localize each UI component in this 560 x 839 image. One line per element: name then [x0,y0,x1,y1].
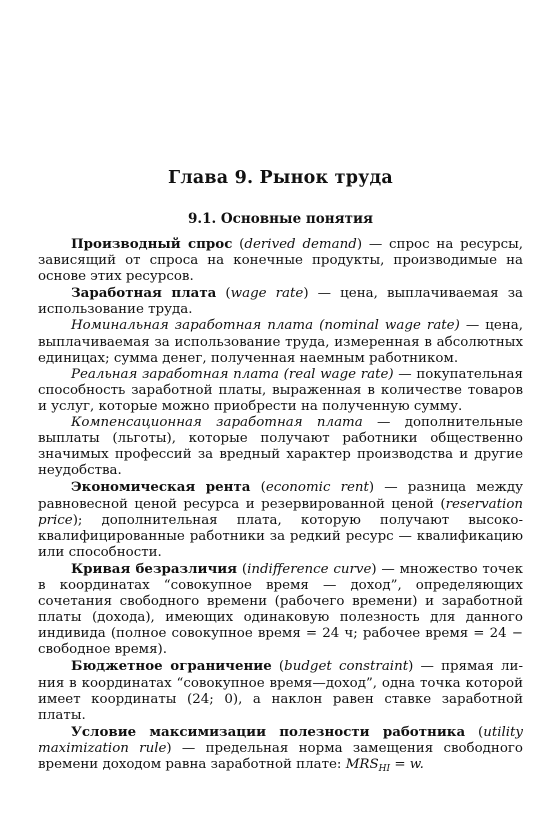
english-term: economic rent [265,480,369,496]
definition: — множество точек в координатах “совокупное время — доход”, определяющих сочетания свободного времени (рабочего времени) и заработной платы (дохода), имеющих одинаковую полезность для данного индивида (полное совокупное время = 24 ч; рабочее время = 24 − свободное время). [38,561,524,658]
definition: — прямая линия в координатах “совокупное время—доход”, одна точка которой имеет координаты (24; 0), а наклон равен ставке заработной платы. [38,659,523,723]
paragraph-compensation-wage [38,415,523,479]
term: Экономическая рента [71,479,251,496]
paragraph-utility-maximization [38,724,523,777]
paragraph-real-wage [38,367,523,415]
term: Бюджетное ограничение [71,658,272,675]
body-text [38,236,523,777]
definition: — спрос на ресурсы, зависящий от спроса на конечные продукты, производимые на основе этих ресурсов. [38,237,523,285]
term: Кривая безразличия [71,560,238,577]
paragraph-nominal-wage [38,318,523,366]
paragraph-derived-demand [38,236,523,285]
paren-open: ( [237,561,248,577]
english-term: budget constraint [284,659,409,675]
paren-open: ( [465,724,484,740]
term: Условие максимизации полезности работника [71,723,466,740]
english-term-2: reservation price [38,496,523,528]
formula-rest: = w. [390,757,424,772]
definition: — предельная норма замещения свободного времени доходом равна заработной плате: [38,740,523,772]
paren-close: ) [368,480,375,496]
paren-open: ( [232,237,245,252]
chapter-title: Глава 9. Рынок труда [168,168,393,188]
paragraph-wage-rate [38,285,523,318]
formula-mrs: MRS [345,757,379,772]
paragraph-economic-rent [38,479,523,560]
formula-subscript: HI [378,764,391,774]
definition: — разница между равновесной ценой ресурса и резервированной ценой ( [38,480,523,512]
english-term: derived demand [244,237,357,252]
definition: — покупательная способность заработной платы, выраженная в количестве товаров и услуг, которые можно приобрести на полученную сумму. [38,366,523,414]
paragraph-indifference-curve [38,561,523,659]
paren-open: ( [216,286,231,302]
term: Заработная плата [71,285,217,302]
paren-close: ) [408,659,414,675]
paren-close: ) [371,561,377,577]
term-italic: Номинальная заработная плата (nominal wage rate) [71,318,460,334]
paren-close: ) [166,740,172,756]
term: Производный спрос [71,236,233,252]
english-term: wage rate [230,286,304,302]
definition: — цена, выплачиваемая за использование труда. [38,286,524,318]
english-term: indifference curve [247,561,372,577]
term-italic: Компенсационная заработная плата [71,415,363,431]
paren-open: ( [250,480,266,496]
definition-2: ); дополнительная плата, которую получают высококвалифицированные работники за редкий ресурс — квалификацию или способности. [38,512,523,560]
paragraph-budget-constraint [38,658,523,723]
paren-open: ( [271,659,285,675]
definition: — дополнительные выплаты (льготы), которые получают работники общественно значимых профессий за вредный характер производства и другие неудобства. [38,415,523,479]
paren-close: ) [303,286,309,302]
definition: — цена, выплачиваемая за использование труда, измеренная в абсолютных единицах; сумма денег, полученная наемным работником. [38,318,523,366]
paren-close: ) [356,237,363,252]
section-title: 9.1. Основные понятия [188,211,373,227]
term-italic: Реальная заработная плата (real wage rate) [71,366,394,382]
english-term: utility maximization rule [38,724,524,756]
